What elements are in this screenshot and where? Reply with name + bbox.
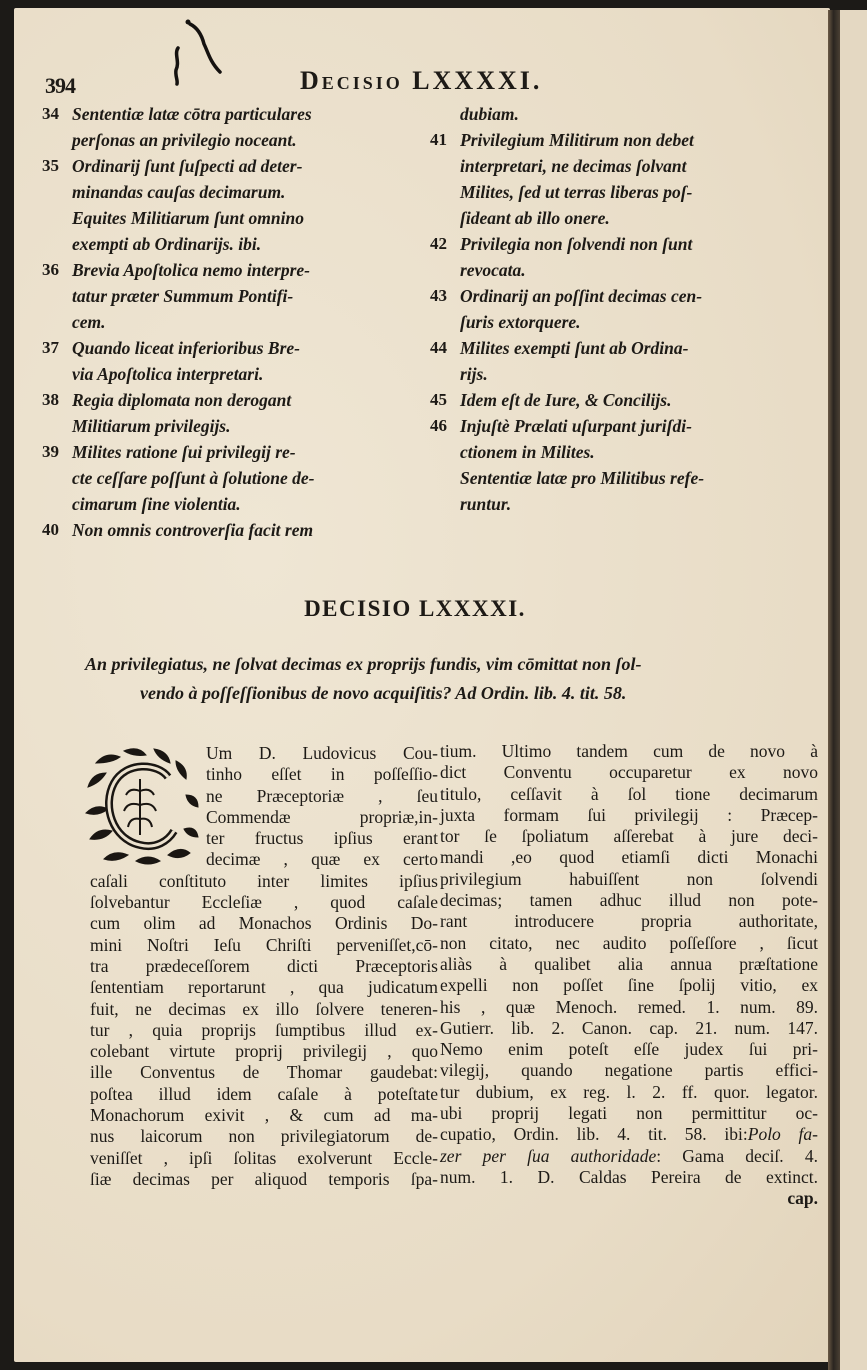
summary-entry-line: Regia diplomata non derogant — [72, 390, 292, 410]
body-text-line — [440, 1124, 818, 1145]
summary-entry-line: ſuris extorquere. — [460, 312, 581, 332]
summary-entry-line: Sententiæ latæ pro Militibus refe- — [460, 468, 705, 488]
question-line-2: vendo à poſſeſſionibus de novo acquiſitis? Ad Ordin. lib. 4. tit. 58. — [140, 683, 627, 703]
summary-entry-line: interpretari, ne decimas ſolvant — [460, 156, 687, 176]
body-text-line: his , quæ Menoch. remed. 1. num. 89. — [440, 996, 818, 1017]
summary-entry-number: 34 — [42, 104, 59, 123]
body-text-line: privilegium habuiſſent non ſolvendi — [440, 868, 818, 889]
question-line-1: An privilegiatus, ne ſolvat decimas ex proprijs fundis, vim cōmittat non ſol- — [85, 654, 642, 674]
summary-entry-line: tatur præter Summum Pontifi- — [72, 286, 294, 306]
running-head: Decisio LXXXXI. — [300, 66, 543, 95]
summary-entry-line: runtur. — [460, 494, 512, 514]
body-text-line — [440, 1146, 818, 1167]
body-text-line: ter fructus ipſius erant — [206, 828, 438, 849]
summary-entry — [430, 465, 795, 517]
summary-entry — [430, 413, 795, 465]
body-text-line: aliàs à qualibet alia annua præſtatione — [440, 953, 818, 974]
summary-entry-line: Brevia Apoſtolica nemo interpre- — [72, 260, 311, 280]
summary-entry-number: 41 — [430, 130, 447, 149]
body-text-line: titulo, ceſſavit à ſol tione decimarum — [440, 783, 818, 804]
summary-entry-line: Equites Militiarum ſunt omnino — [72, 208, 304, 228]
body-text-line: ne Præceptoriæ , ſeu — [206, 785, 438, 806]
body-text-line: poſtea illud idem caſale à poteſtate — [90, 1083, 438, 1104]
summary-entry-line: Injuſtè Prælati uſurpant juriſdi- — [460, 416, 692, 436]
summary-entry-line: Quando liceat inferioribus Bre- — [72, 338, 301, 358]
body-text-line: ubi proprij legati non permittitur oc- — [440, 1103, 818, 1124]
summary-entry-line: dubiam. — [460, 104, 519, 124]
summary-entry — [42, 257, 427, 335]
book-gutter — [828, 10, 840, 1370]
summary-entry-line: Milites exempti ſunt ab Ordina- — [460, 338, 689, 358]
body-text-line: nus laicorum non privilegiatorum de- — [90, 1126, 438, 1147]
summary-entry — [42, 205, 427, 257]
body-text-segment: : Gama deciſ. 4. — [656, 1145, 818, 1166]
summary-column-left — [42, 101, 427, 543]
summary-entry-number: 35 — [42, 156, 59, 175]
body-text-line: Gutierr. lib. 2. Canon. cap. 21. num. 147. — [440, 1017, 818, 1038]
body-text-line: num. 1. D. Caldas Pereira de extinct. — [440, 1166, 818, 1187]
summary-entry-line: rijs. — [460, 364, 488, 384]
body-text-line: tinho eſſet in poſſeſſio- — [206, 764, 438, 785]
body-text-line: Um D. Ludovicus Cou- — [206, 743, 438, 763]
summary-entry-line: ſideant ab illo onere. — [460, 208, 610, 228]
summary-entry-line: revocata. — [460, 260, 526, 280]
decision-title: DECISIO LXXXXI. — [304, 596, 526, 621]
body-text-line: mandi ,eo quod etiamſi dicti Monachi — [440, 847, 818, 868]
body-text-line: tium. Ultimo tandem cum de novo à — [440, 741, 818, 761]
summary-entry-line: Privilegium Militirum non debet — [460, 130, 694, 150]
summary-entry-number: 39 — [42, 442, 59, 461]
summary-entry-line: Privilegia non ſolvendi non ſunt — [460, 234, 693, 254]
body-text-line: dict Conventu occuparetur ex novo — [440, 762, 818, 783]
body-text-line: mini Noſtri Ieſu Chriſti perveniſſet,cō- — [90, 934, 438, 955]
body-text-line: juxta formam ſui privilegij : Præcep- — [440, 804, 818, 825]
summary-entry-line: Militiarum privilegijs. — [72, 416, 231, 436]
body-text-line: non citato, nec audito poſſeſſore , ſicut — [440, 932, 818, 953]
body-text-line: expelli non poſſet ſine ſpolij vitio, ex — [440, 975, 818, 996]
summary-entry — [42, 517, 427, 543]
body-text-segment: cupatio, Ordin. lib. 4. tit. 58. ibi: — [440, 1124, 748, 1145]
summary-entry-number: 36 — [42, 260, 59, 279]
body-text-line: tra prædeceſſorem dicti Præceptoris — [90, 955, 438, 976]
summary-entry-number: 44 — [430, 338, 447, 357]
summary-entry-number: 45 — [430, 390, 447, 409]
summary-entry — [430, 231, 795, 283]
body-text-line: ille Conventus de Thomar gaudebat: — [90, 1062, 438, 1083]
next-page-edge — [840, 10, 867, 1370]
summary-entry-number: 40 — [42, 520, 59, 539]
body-text-line: decimæ , quæ ex certo — [206, 849, 438, 870]
body-italic-phrase: Polo fa- — [747, 1124, 818, 1145]
ornamental-drop-cap-icon — [84, 743, 200, 867]
ink-scribble-mark — [140, 10, 240, 90]
body-text-line: vilegij, quando negatione partis effici- — [440, 1060, 818, 1081]
summary-entry-line: ctionem in Milites. — [460, 442, 595, 462]
body-text-line: caſali conſtituto inter limites ipſius — [90, 870, 438, 891]
summary-entry — [430, 387, 795, 413]
summary-entry-number: 38 — [42, 390, 59, 409]
summary-entry-number: 42 — [430, 234, 447, 253]
summary-entry-line: Milites ratione ſui privilegij re- — [72, 442, 296, 462]
body-column-left — [90, 743, 438, 1190]
summary-entry — [430, 335, 795, 387]
summary-entry — [42, 153, 427, 205]
body-text-line: ſententiam reportarunt , qua judicatum — [90, 977, 438, 998]
body-italic-phrase: zer per ſua authoridade — [440, 1145, 657, 1166]
summary-entry — [42, 335, 427, 387]
summary-entry-line: cimarum ſine violentia. — [72, 494, 241, 514]
summary-column-right — [430, 101, 795, 517]
summary-entry-number: 46 — [430, 416, 447, 435]
body-text-line: ſiæ decimas per aliquod temporis ſpa- — [90, 1168, 438, 1189]
body-text-line: veniſſet , ipſi ſolitas exolverunt Eccle- — [90, 1147, 438, 1168]
summary-entry-line: Sententiæ latæ cōtra particulares — [72, 104, 312, 124]
body-text-line: tor ſe ſpoliatum aſſerebat à jure deci- — [440, 826, 818, 847]
body-text-line: cum olim ad Monachos Ordinis Do- — [90, 913, 438, 934]
body-text-line: tur dubium, ex reg. l. 2. ff. quor. legator. — [440, 1081, 818, 1102]
summary-entry-line: Non omnis controverſia facit rem — [72, 520, 314, 540]
body-text-line: ſolvebantur Eccleſiæ , quod caſale — [90, 892, 438, 913]
summary-entry — [430, 101, 795, 127]
summary-entry — [430, 127, 795, 231]
body-text-line: colebant virtute proprij privilegij , quo — [90, 1041, 438, 1062]
body-text-line: tur , quia proprijs ſumptibus illud ex- — [90, 1019, 438, 1040]
summary-entry-number: 43 — [430, 286, 447, 305]
decision-question — [85, 650, 765, 708]
summary-entry-line: Milites, ſed ut terras liberas poſ- — [460, 182, 693, 202]
catchword: cap. — [787, 1188, 818, 1209]
summary-entry — [430, 283, 795, 335]
summary-entry-line: via Apoſtolica interpretari. — [72, 364, 264, 384]
summary-entry-number: 37 — [42, 338, 59, 357]
summary-entry-line: minandas cauſas decimarum. — [72, 182, 286, 202]
summary-entry-line: Ordinarij ſunt ſuſpecti ad deter- — [72, 156, 303, 176]
summary-entry-line: Ordinarij an poſſint decimas cen- — [460, 286, 703, 306]
body-text-line: rant introducere propria authoritate, — [440, 911, 818, 932]
summary-entry — [42, 101, 427, 153]
body-text-line: Commendæ propriæ,in- — [206, 806, 438, 827]
body-text-line: decimas; tamen adhuc illud non pote- — [440, 890, 818, 911]
summary-entry-line: Idem eſt de Iure, & Concilijs. — [460, 390, 672, 410]
summary-entry-line: cte ceſſare poſſunt à ſolutione de- — [72, 468, 315, 488]
summary-entry — [42, 439, 427, 517]
summary-entry-line: perſonas an privilegio noceant. — [72, 130, 297, 150]
body-text-line: Nemo enim poteſt eſſe judex ſui pri- — [440, 1039, 818, 1060]
summary-entry-line: cem. — [72, 312, 106, 332]
page-number: 394 — [45, 73, 75, 98]
summary-entry — [42, 387, 427, 439]
summary-entry-line: exempti ab Ordinarijs. ibi. — [72, 234, 262, 254]
body-text-line: Monachorum exivit , & cum ad ma- — [90, 1105, 438, 1126]
body-text-line: fuit, ne decimas ex illo ſolvere teneren- — [90, 998, 438, 1019]
body-column-right — [440, 741, 818, 1210]
